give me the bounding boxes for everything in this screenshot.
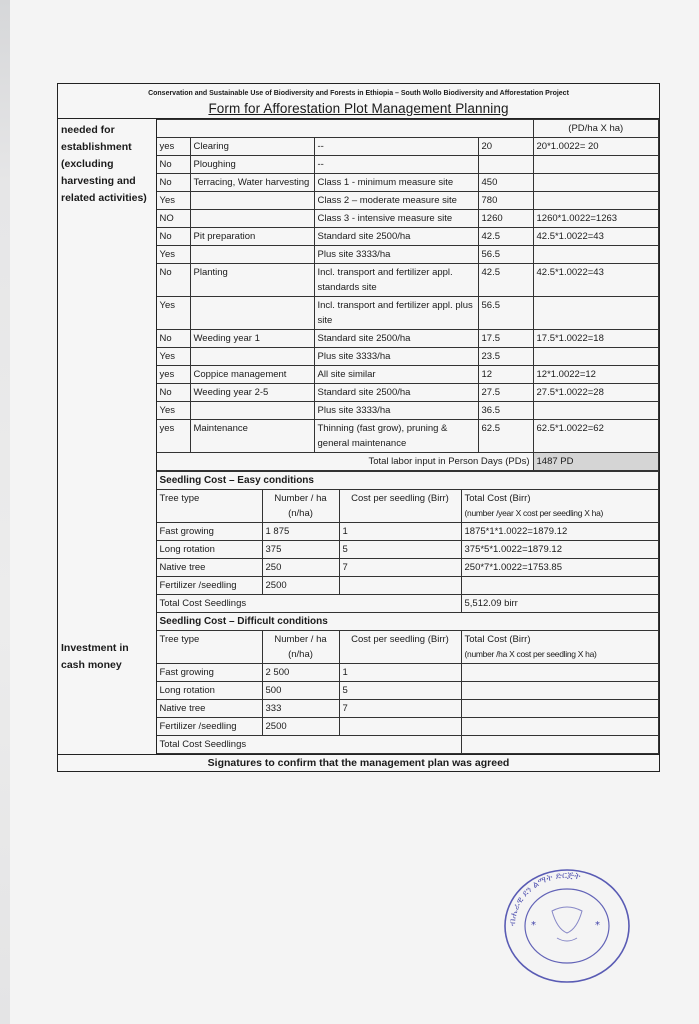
easy-total-cost: [461, 577, 659, 595]
labor-activity: [190, 348, 314, 366]
labor-pd-calc: 20*1.0022= 20: [533, 138, 659, 156]
labor-site-class: Thinning (fast grow), pruning & general maintenance: [314, 420, 478, 453]
labor-yes-no: No: [156, 228, 190, 246]
easy-conditions-title: Seedling Cost – Easy conditions: [156, 472, 659, 490]
labor-pd-per-ha: 56.5: [478, 297, 533, 330]
labor-pd-per-ha: 42.5: [478, 264, 533, 297]
difficult-total-cost: [461, 664, 659, 682]
difficult-col-number: Number / ha (n/ha): [262, 631, 339, 664]
labor-activity: [190, 192, 314, 210]
difficult-total-value: [461, 736, 659, 754]
labor-pd-per-ha: 12: [478, 366, 533, 384]
difficult-cost-per-seedling: [339, 718, 461, 736]
easy-total-cost: 1875*1*1.0022=1879.12: [461, 523, 659, 541]
labor-pd-calc: 42.5*1.0022=43: [533, 228, 659, 246]
labor-yes-no: Yes: [156, 192, 190, 210]
svg-text:ብሔራዊ ደን ልማት ድርጅት: [508, 871, 581, 926]
labor-pd-calc: [533, 246, 659, 264]
difficult-total-cost: [461, 682, 659, 700]
easy-number-per-ha: 375: [262, 541, 339, 559]
difficult-number-per-ha: 333: [262, 700, 339, 718]
total-labor-value: 1487 PD: [533, 453, 659, 471]
labor-pd-calc: 62.5*1.0022=62: [533, 420, 659, 453]
labor-pd-calc: 1260*1.0022=1263: [533, 210, 659, 228]
labor-header-row: [58, 120, 659, 138]
labor-activity: Coppice management: [190, 366, 314, 384]
svg-text:*: *: [595, 920, 600, 931]
afforestation-form: [57, 83, 660, 772]
labor-activity: [190, 297, 314, 330]
labor-pd-calc: 42.5*1.0022=43: [533, 264, 659, 297]
total-labor-label: Total labor input in Person Days (PDs): [156, 453, 533, 471]
labor-pd-calc: 27.5*1.0022=28: [533, 384, 659, 402]
labor-site-class: Class 2 – moderate measure site: [314, 192, 478, 210]
labor-pd-per-ha: 56.5: [478, 246, 533, 264]
labor-yes-no: Yes: [156, 297, 190, 330]
labor-pd-per-ha: [478, 156, 533, 174]
stamp-text: ብሔራዊ ደን ልማት ድርጅት: [507, 870, 582, 927]
labor-pd-per-ha: 20: [478, 138, 533, 156]
labor-section-label: needed for establishment (excluding harvesting and related activities): [58, 120, 156, 471]
labor-site-class: Standard site 2500/ha: [314, 384, 478, 402]
labor-site-class: Class 3 - intensive measure site: [314, 210, 478, 228]
difficult-total-label: Total Cost Seedlings: [156, 736, 461, 754]
labor-activity: Clearing: [190, 138, 314, 156]
difficult-tree-type: Long rotation: [156, 682, 262, 700]
labor-yes-no: No: [156, 174, 190, 192]
labor-pd-calc: [533, 402, 659, 420]
easy-col-cost: Cost per seedling (Birr): [339, 490, 461, 523]
difficult-conditions-title: Seedling Cost – Difficult conditions: [156, 613, 659, 631]
difficult-col-total: Total Cost (Birr): [464, 634, 531, 645]
difficult-total-cost: [461, 700, 659, 718]
labor-pd-calc: [533, 192, 659, 210]
easy-tree-type: Long rotation: [156, 541, 262, 559]
labor-yes-no: No: [156, 264, 190, 297]
official-stamp-icon: [497, 866, 637, 986]
labor-activity: Planting: [190, 264, 314, 297]
difficult-tree-type: Fast growing: [156, 664, 262, 682]
easy-number-per-ha: 2500: [262, 577, 339, 595]
labor-pd-per-ha: 23.5: [478, 348, 533, 366]
labor-pd-per-ha: 450: [478, 174, 533, 192]
labor-table: [58, 119, 659, 471]
labor-yes-no: Yes: [156, 348, 190, 366]
labor-yes-no: yes: [156, 138, 190, 156]
labor-activity: Ploughing: [190, 156, 314, 174]
labor-site-class: Class 1 - minimum measure site: [314, 174, 478, 192]
labor-activity: Terracing, Water harvesting: [190, 174, 314, 192]
easy-number-per-ha: 250: [262, 559, 339, 577]
labor-pd-per-ha: 27.5: [478, 384, 533, 402]
easy-col-tree: Tree type: [156, 490, 262, 523]
easy-total-value: 5,512.09 birr: [461, 595, 659, 613]
difficult-total-cost: [461, 718, 659, 736]
labor-pd-calc: [533, 156, 659, 174]
difficult-cost-per-seedling: 1: [339, 664, 461, 682]
difficult-col-cost: Cost per seedling (Birr): [339, 631, 461, 664]
labor-site-class: Standard site 2500/ha: [314, 228, 478, 246]
labor-pd-per-ha: 42.5: [478, 228, 533, 246]
labor-site-class: Incl. transport and fertilizer appl. plus site: [314, 297, 478, 330]
labor-yes-no: Yes: [156, 402, 190, 420]
difficult-number-per-ha: 500: [262, 682, 339, 700]
labor-yes-no: No: [156, 156, 190, 174]
easy-total-cost: 375*5*1.0022=1879.12: [461, 541, 659, 559]
labor-activity: [190, 210, 314, 228]
easy-col-total-sub: (number /year X cost per seedling X ha): [464, 508, 604, 518]
project-header: Conservation and Sustainable Use of Biodiversity and Forests in Ethiopia – South Wollo Biodiversity and Afforestation Project: [148, 90, 569, 97]
formula-header: (PD/ha X ha): [533, 120, 659, 138]
easy-total-cost: 250*7*1.0022=1753.85: [461, 559, 659, 577]
investment-section-label: Investment in cash money: [58, 472, 156, 754]
labor-pd-calc: [533, 174, 659, 192]
form-title: Form for Afforestation Plot Management Planning: [58, 101, 659, 119]
labor-pd-calc: [533, 348, 659, 366]
easy-tree-type: Fertilizer /seedling: [156, 577, 262, 595]
easy-col-total: Total Cost (Birr): [464, 493, 531, 504]
labor-yes-no: NO: [156, 210, 190, 228]
labor-activity: [190, 246, 314, 264]
labor-site-class: Plus site 3333/ha: [314, 348, 478, 366]
difficult-col-tree: Tree type: [156, 631, 262, 664]
labor-site-class: Plus site 3333/ha: [314, 246, 478, 264]
labor-pd-calc: 17.5*1.0022=18: [533, 330, 659, 348]
labor-yes-no: Yes: [156, 246, 190, 264]
labor-pd-calc: [533, 297, 659, 330]
labor-site-class: Standard site 2500/ha: [314, 330, 478, 348]
difficult-tree-type: Fertilizer /seedling: [156, 718, 262, 736]
labor-site-class: Plus site 3333/ha: [314, 402, 478, 420]
labor-activity: Weeding year 1: [190, 330, 314, 348]
labor-activity: Maintenance: [190, 420, 314, 453]
easy-cost-per-seedling: [339, 577, 461, 595]
investment-table: [58, 471, 659, 754]
easy-cost-per-seedling: 5: [339, 541, 461, 559]
labor-pd-per-ha: 17.5: [478, 330, 533, 348]
labor-site-class: --: [314, 138, 478, 156]
labor-site-class: All site similar: [314, 366, 478, 384]
easy-tree-type: Native tree: [156, 559, 262, 577]
labor-yes-no: No: [156, 330, 190, 348]
signatures-line: Signatures to confirm that the management plan was agreed: [58, 754, 659, 771]
labor-yes-no: yes: [156, 420, 190, 453]
difficult-number-per-ha: 2 500: [262, 664, 339, 682]
easy-cost-per-seedling: 7: [339, 559, 461, 577]
labor-pd-per-ha: 1260: [478, 210, 533, 228]
labor-pd-per-ha: 780: [478, 192, 533, 210]
difficult-cost-per-seedling: 7: [339, 700, 461, 718]
labor-site-class: Incl. transport and fertilizer appl. standards site: [314, 264, 478, 297]
difficult-col-total-sub: (number /ha X cost per seedling X ha): [464, 649, 597, 659]
difficult-tree-type: Native tree: [156, 700, 262, 718]
labor-activity: Pit preparation: [190, 228, 314, 246]
labor-pd-per-ha: 36.5: [478, 402, 533, 420]
difficult-number-per-ha: 2500: [262, 718, 339, 736]
labor-activity: [190, 402, 314, 420]
easy-col-number: Number / ha (n/ha): [262, 490, 339, 523]
labor-pd-per-ha: 62.5: [478, 420, 533, 453]
easy-tree-type: Fast growing: [156, 523, 262, 541]
labor-site-class: --: [314, 156, 478, 174]
labor-activity: Weeding year 2-5: [190, 384, 314, 402]
labor-yes-no: yes: [156, 366, 190, 384]
easy-total-label: Total Cost Seedlings: [156, 595, 461, 613]
svg-text:*: *: [531, 920, 536, 931]
labor-pd-calc: 12*1.0022=12: [533, 366, 659, 384]
easy-cost-per-seedling: 1: [339, 523, 461, 541]
easy-number-per-ha: 1 875: [262, 523, 339, 541]
difficult-cost-per-seedling: 5: [339, 682, 461, 700]
labor-yes-no: No: [156, 384, 190, 402]
